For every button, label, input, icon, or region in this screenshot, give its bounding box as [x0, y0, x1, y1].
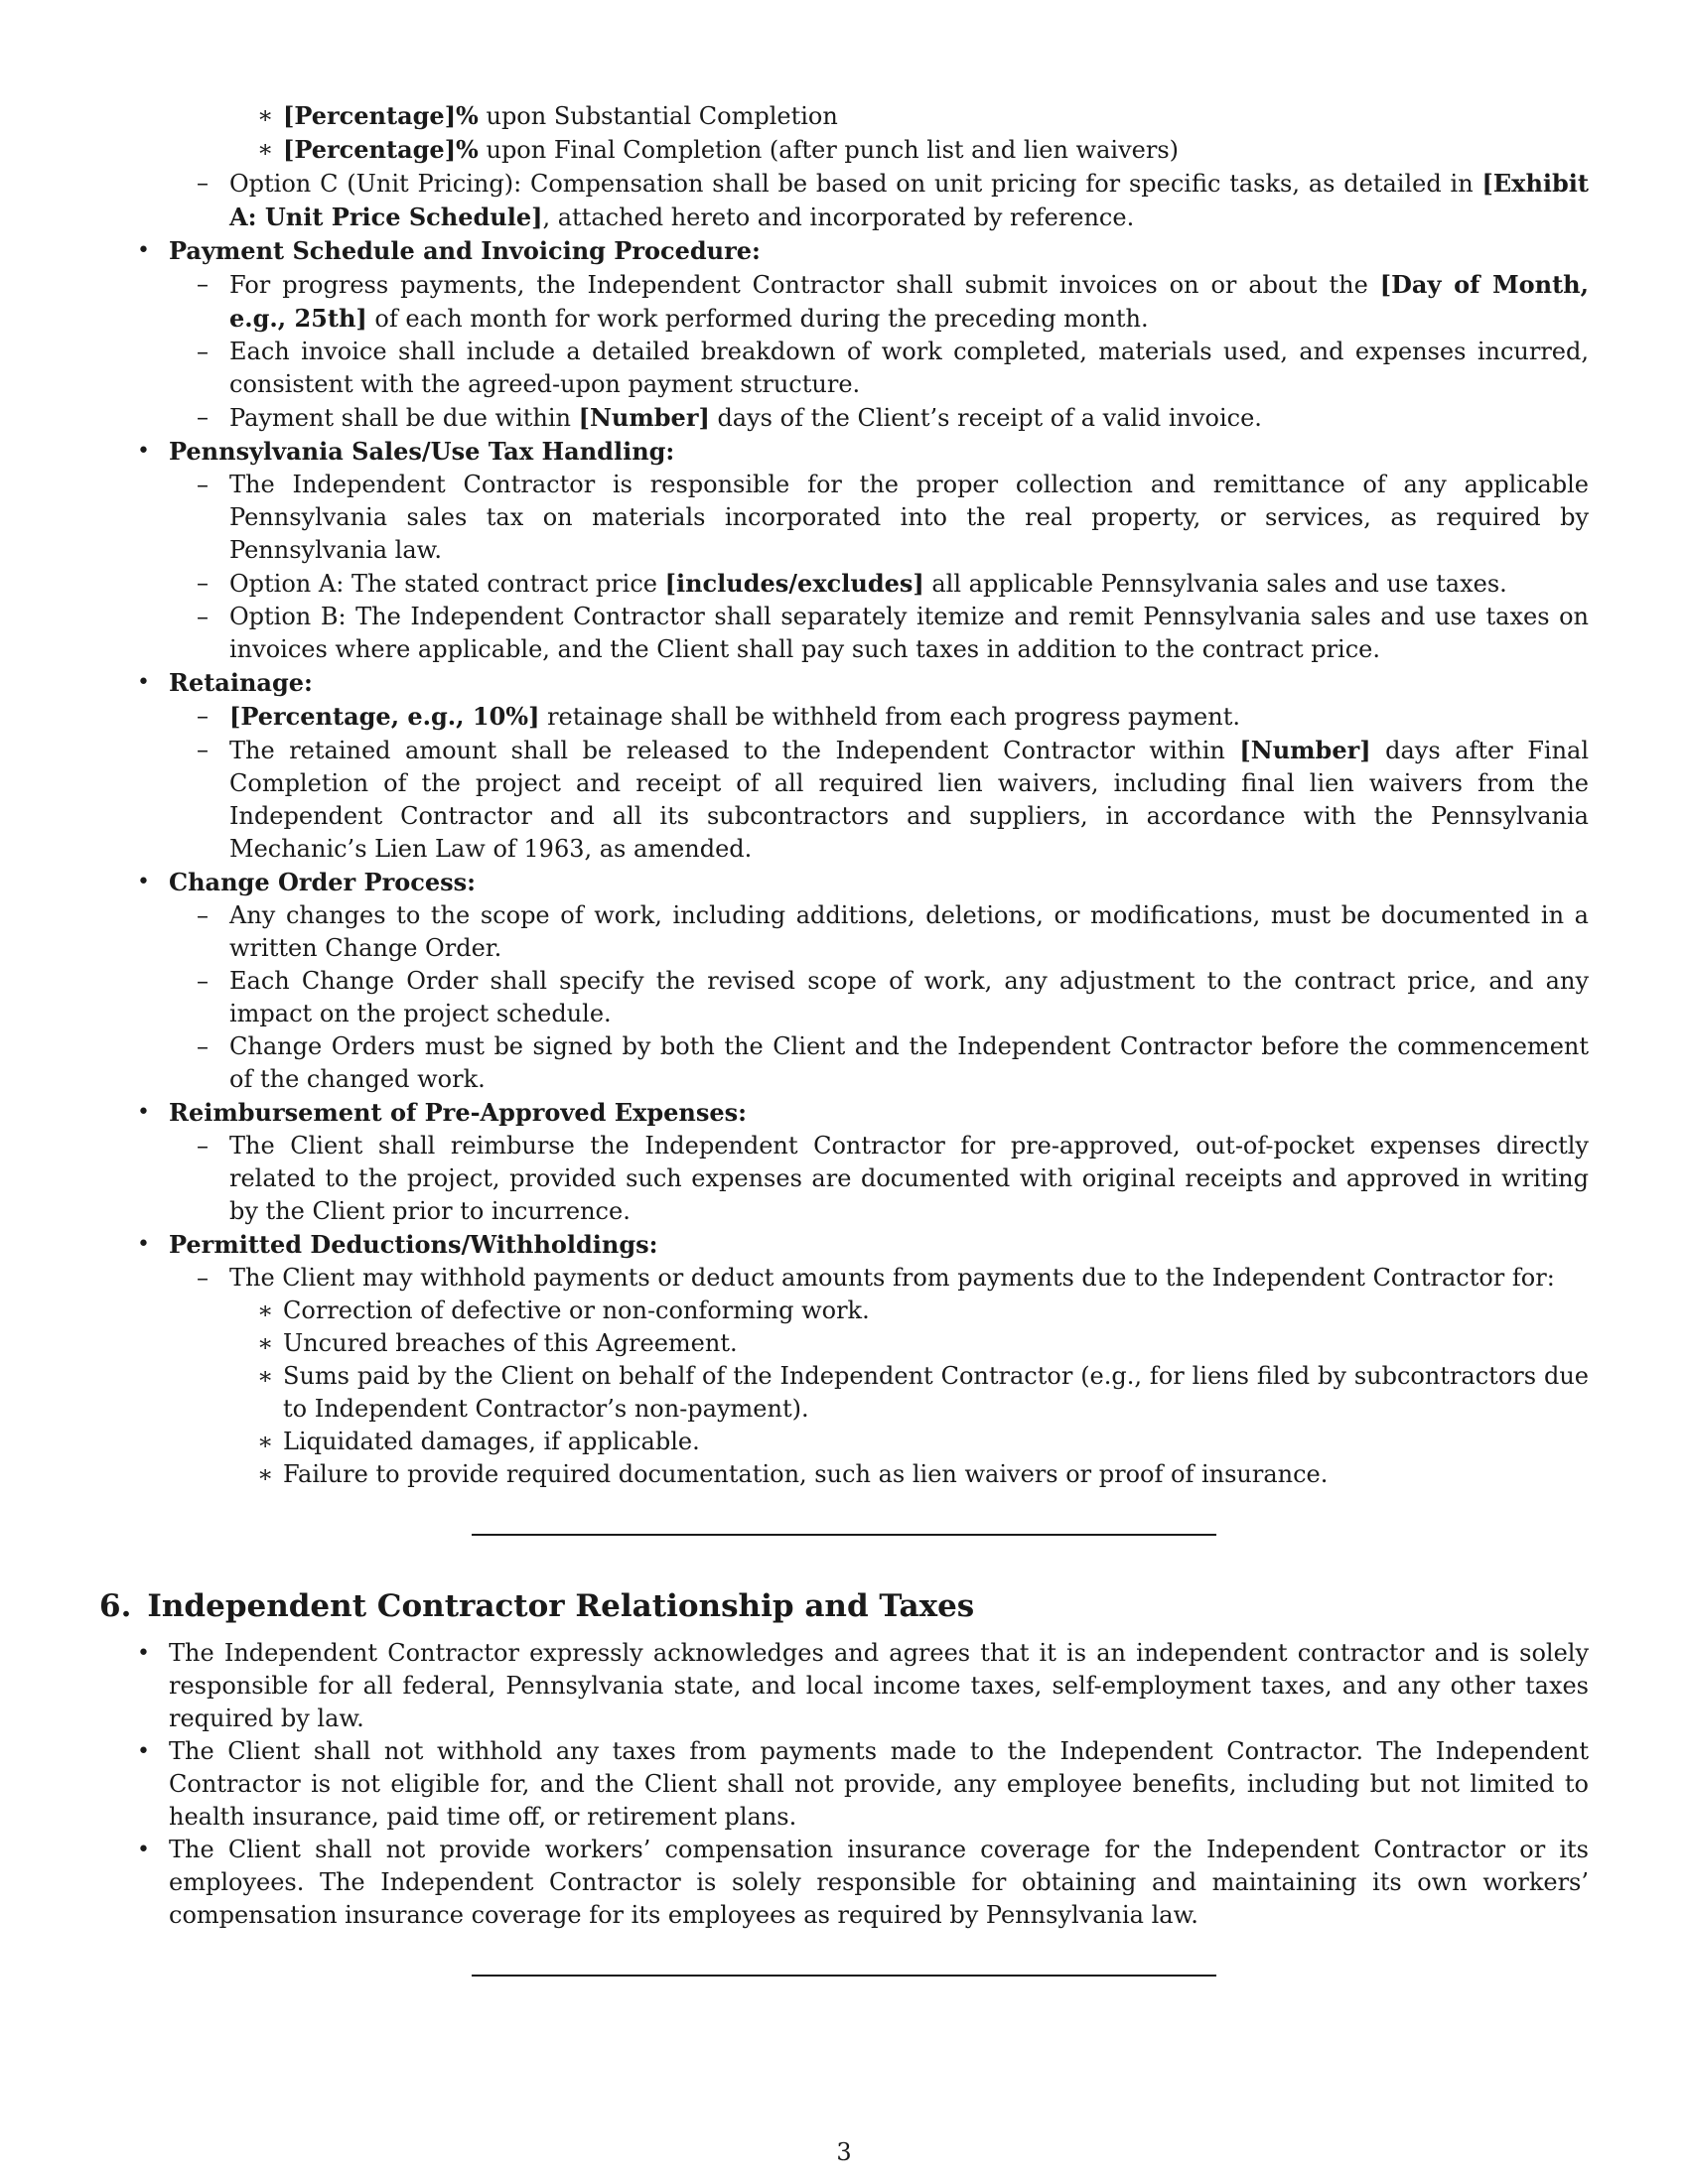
sub-item [169, 401, 1589, 435]
percentage-list [229, 99, 1589, 167]
section-sub-list [169, 469, 1589, 666]
star-marker: ∗ [257, 1460, 274, 1488]
continued-item [99, 99, 1589, 234]
bullet-marker: • [137, 1232, 150, 1257]
section-6-item-text: The Client shall not provide workers’ compensation insurance coverage for the Independent Contractor or its employees. The Independent Contractor is solely responsible for obtaining and maintaining its own workers’ compensation insurance coverage for its employees as required by Pennsylvania law. [169, 1836, 1589, 1929]
dash-marker: – [197, 702, 209, 730]
deduction-list [229, 1295, 1589, 1491]
section-6-item-text: The Client shall not withhold any taxes from payments made to the Independent Contractor. The Independent Contractor is not eligible for, and the Client shall not provide, any employee benefits, including but not limited to health insurance, paid time off, or retirement plans. [169, 1737, 1589, 1831]
deduction-text: Correction of defective or non-conforming work. [283, 1297, 870, 1324]
placeholder-text: [Number] [1239, 736, 1371, 764]
sub-item-text [229, 603, 1589, 663]
section-6-list [99, 1637, 1589, 1932]
placeholder-text: [Day of Month, e.g., 25th] [229, 270, 1589, 333]
sub-item [169, 336, 1589, 401]
placeholder-text: [Number] [578, 403, 710, 432]
body-text: days of the Client’s receipt of a valid invoice. [709, 404, 1262, 432]
section-heading: Change Order Process: [169, 868, 477, 896]
deduction-text: Sums paid by the Client on behalf of the Independent Contractor (e.g., for liens filed by subcontractors due to Independent Contractor’s non-payment). [283, 1362, 1589, 1423]
body-text: retainage shall be withheld from each progress payment. [539, 703, 1240, 731]
dash-marker: – [197, 403, 209, 431]
body-text: Option A: The stated contract price [229, 570, 665, 598]
sub-item [169, 1130, 1589, 1228]
body-text: The Client shall reimburse the Independent Contractor for pre-approved, out-of-pocket expenses directly related to the project, provided such expenses are documented with original receipts and approved in writing by the Client prior to incurrence. [229, 1132, 1589, 1225]
sub-item [169, 567, 1589, 601]
bullet-marker: • [137, 1739, 150, 1764]
horizontal-rule [472, 1975, 1216, 1977]
section-heading: Permitted Deductions/Withholdings: [169, 1230, 658, 1259]
sub-item [169, 268, 1589, 336]
placeholder-text: [Percentage]% [283, 101, 479, 130]
body-text: Option B: The Independent Contractor shall separately itemize and remit Pennsylvania sales and use taxes on invoices where applicable, and the Client shall pay such taxes in addition to the contract price. [229, 603, 1589, 663]
body-text: Change Orders must be signed by both the Client and the Independent Contractor before the commencement of the changed work. [229, 1032, 1589, 1093]
dash-marker: – [197, 736, 209, 763]
sub-item-text [229, 967, 1589, 1027]
deduction-item [229, 1426, 1589, 1458]
section-item [99, 234, 1589, 435]
section-item [99, 1228, 1589, 1491]
body-text: of each month for work performed during the preceding month. [366, 305, 1149, 333]
star-marker: ∗ [257, 1297, 274, 1324]
body-text: Any changes to the scope of work, including additions, deletions, or modifications, must be documented in a written Change Order. [229, 901, 1589, 962]
sub-item [169, 734, 1589, 866]
section-item [99, 866, 1589, 1096]
document-body [99, 99, 1589, 1977]
dash-marker: – [197, 569, 209, 597]
sub-item-text [229, 1032, 1589, 1093]
sub-item [169, 1262, 1589, 1491]
body-text: The Client may withhold payments or deduct amounts from payments due to the Independent Contractor for: [229, 1264, 1555, 1292]
body-text: , attached hereto and incorporated by reference. [542, 204, 1135, 231]
dash-marker: – [197, 901, 209, 929]
sub-item-text [229, 1132, 1589, 1225]
dash-marker: – [197, 1264, 209, 1292]
document-page [99, 99, 1589, 1977]
sub-item [169, 601, 1589, 666]
sub-item [169, 899, 1589, 965]
deduction-item [229, 1327, 1589, 1360]
sub-item-text [229, 1264, 1555, 1292]
dash-marker: – [197, 338, 209, 365]
dash-marker: – [197, 471, 209, 498]
deduction-item [229, 1458, 1589, 1491]
bullet-marker: • [137, 870, 150, 894]
dash-marker: – [197, 603, 209, 630]
continued-list [99, 99, 1589, 234]
star-marker: ∗ [257, 1362, 274, 1390]
sub-item-text [229, 271, 1589, 333]
percentage-substantial-text [283, 102, 838, 130]
body-text: Each invoice shall include a detailed breakdown of work completed, materials used, and expenses incurred, consistent with the agreed-upon payment structure. [229, 338, 1589, 398]
body-text: upon Final Completion (after punch list and lien waivers) [478, 136, 1179, 164]
bullet-marker: • [137, 1100, 150, 1125]
option-c-text [229, 170, 1589, 231]
section-6-item [99, 1735, 1589, 1834]
body-text: The retained amount shall be released to the Independent Contractor within [229, 737, 1240, 764]
body-text: Payment shall be due within [229, 404, 579, 432]
body-text: For progress payments, the Independent Contractor shall submit invoices on or about the [229, 271, 1380, 299]
percentage-final-text [283, 136, 1179, 164]
deduction-text: Uncured breaches of this Agreement. [283, 1329, 738, 1357]
star-marker: ∗ [257, 1329, 274, 1357]
bullet-marker: • [137, 439, 150, 464]
sub-item-text [229, 737, 1589, 863]
dash-marker: – [197, 1032, 209, 1060]
bullet-marker: • [137, 670, 150, 695]
star-marker: ∗ [257, 1428, 274, 1455]
sub-item-text [229, 703, 1240, 731]
bullet-marker: • [137, 238, 150, 263]
placeholder-text: [includes/excludes] [664, 569, 924, 598]
deduction-item [229, 1295, 1589, 1327]
section-item [99, 435, 1589, 666]
deduction-item [229, 1360, 1589, 1426]
section-6-item-text: The Independent Contractor expressly acknowledges and agrees that it is an independent contractor and is solely responsible for all federal, Pennsylvania state, and local income taxes, self-employment taxes, and any other taxes required by law. [169, 1639, 1589, 1732]
body-text: Option C (Unit Pricing): Compensation shall be based on unit pricing for specific tasks, as detailed in [229, 170, 1482, 198]
section-item [99, 666, 1589, 866]
body-text: upon Substantial Completion [478, 102, 838, 130]
dash-marker: – [197, 1132, 209, 1160]
sub-item [169, 469, 1589, 567]
sub-item [169, 700, 1589, 734]
payment-terms-list [99, 234, 1589, 1491]
section-heading: Pennsylvania Sales/Use Tax Handling: [169, 437, 675, 466]
section-sub-list [169, 1130, 1589, 1228]
body-text: Each Change Order shall specify the revised scope of work, any adjustment to the contract price, and any impact on the project schedule. [229, 967, 1589, 1027]
body-text: days after Final Completion of the project and receipt of all required lien waivers, including final lien waivers from the Independent Contractor and all its subcontractors and suppliers, in accordance with the Pennsylvania Mechanic’s Lien Law of 1963, as amended. [229, 737, 1590, 863]
star-marker: ∗ [257, 101, 274, 129]
sub-item-text [229, 404, 1262, 432]
dash-marker: – [197, 270, 209, 298]
sub-item-text [229, 338, 1589, 398]
percentage-substantial-item [229, 99, 1589, 133]
section-item [99, 1096, 1589, 1228]
section-heading: Reimbursement of Pre-Approved Expenses: [169, 1098, 747, 1127]
section-heading: Retainage: [169, 668, 313, 697]
placeholder-text: [Percentage]% [283, 135, 479, 164]
section-6-item [99, 1637, 1589, 1735]
deduction-text: Failure to provide required documentation, such as lien waivers or proof of insurance. [283, 1460, 1329, 1488]
body-text: all applicable Pennsylvania sales and use taxes. [923, 570, 1507, 598]
continued-sub-item [169, 99, 1589, 167]
section-title-text: Independent Contractor Relationship and Taxes [147, 1588, 975, 1624]
bullet-marker: • [137, 1838, 150, 1862]
sub-item-text [229, 471, 1589, 564]
section-6-title [99, 1587, 1589, 1625]
horizontal-rule [472, 1534, 1216, 1536]
section-sub-list [169, 700, 1589, 866]
page-number: 3 [836, 2138, 852, 2166]
option-c-item [169, 167, 1589, 234]
sub-item-text [229, 901, 1589, 962]
section-sub-list [169, 268, 1589, 435]
dash-marker: – [197, 967, 209, 995]
placeholder-text: [Percentage, e.g., 10%] [229, 702, 540, 731]
sub-item-text [229, 570, 1507, 598]
section-sub-list [169, 1262, 1589, 1491]
section-6-item [99, 1834, 1589, 1932]
percentage-final-item [229, 133, 1589, 167]
bullet-marker: • [137, 1641, 150, 1666]
body-text: The Independent Contractor is responsible for the proper collection and remittance of any applicable Pennsylvania sales tax on materials incorporated into the real property, or services, as required by Pennsylvania law. [229, 471, 1589, 564]
section-sub-list [169, 899, 1589, 1096]
dash-marker: – [197, 169, 209, 197]
placeholder-text: [Exhibit A: Unit Price Schedule] [229, 169, 1589, 231]
section-heading: Payment Schedule and Invoicing Procedure: [169, 236, 761, 265]
section-number: 6. [99, 1588, 132, 1624]
sub-item [169, 1030, 1589, 1096]
star-marker: ∗ [257, 135, 274, 163]
sub-item [169, 965, 1589, 1030]
deduction-text: Liquidated damages, if applicable. [283, 1428, 700, 1455]
